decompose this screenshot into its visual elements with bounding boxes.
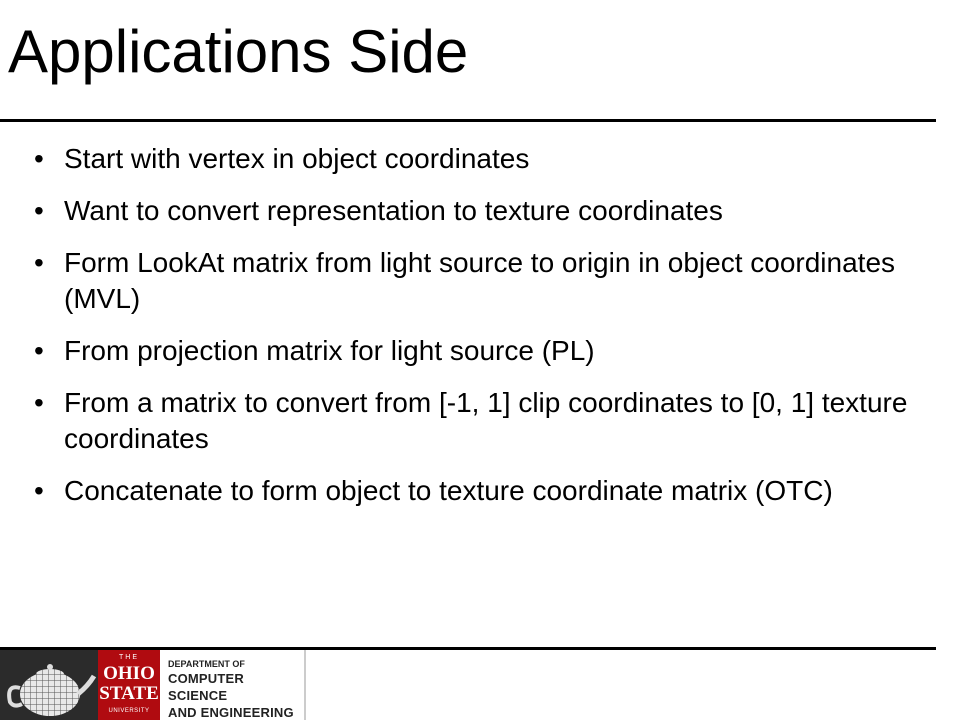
bullet-dot: • (34, 143, 44, 174)
footer-logo-bar (0, 650, 306, 720)
bullet-text: From projection matrix for light source (PL) (64, 335, 595, 366)
bullet-item (34, 385, 944, 457)
bullet-item (34, 473, 944, 509)
bullet-item (34, 333, 944, 369)
department-label (160, 650, 306, 720)
bullet-item (34, 245, 944, 317)
bullet-dot: • (34, 247, 44, 278)
university-logo-top: THE (119, 654, 139, 661)
department-name-line1: COMPUTER SCIENCE (168, 671, 244, 703)
bullet-text: From a matrix to convert from [-1, 1] clip coordinates to [0, 1] texture coordinates (64, 387, 908, 454)
title-divider (0, 119, 936, 122)
university-logo-line2: STATE (99, 683, 159, 704)
bullet-text: Start with vertex in object coordinates (64, 143, 530, 174)
university-logo (98, 650, 160, 720)
bullet-dot: • (34, 335, 44, 366)
bullet-list (34, 141, 944, 525)
teapot-icon (0, 650, 98, 720)
bullet-dot: • (34, 475, 44, 506)
department-name-line2: AND ENGINEERING (168, 705, 294, 720)
university-logo-line1: OHIO (103, 663, 155, 684)
department-prefix: DEPARTMENT OF (168, 659, 245, 669)
bullet-item (34, 141, 944, 177)
university-logo-bottom: UNIVERSITY (108, 708, 150, 714)
bullet-text: Want to convert representation to texture coordinates (64, 195, 723, 226)
bullet-text: Concatenate to form object to texture coordinate matrix (OTC) (64, 475, 833, 506)
bullet-text: Form LookAt matrix from light source to origin in object coordinates (MVL) (64, 247, 896, 314)
bullet-dot: • (34, 195, 44, 226)
slide-title: Applications Side (8, 18, 469, 85)
bullet-item (34, 193, 944, 229)
bullet-dot: • (34, 387, 44, 418)
